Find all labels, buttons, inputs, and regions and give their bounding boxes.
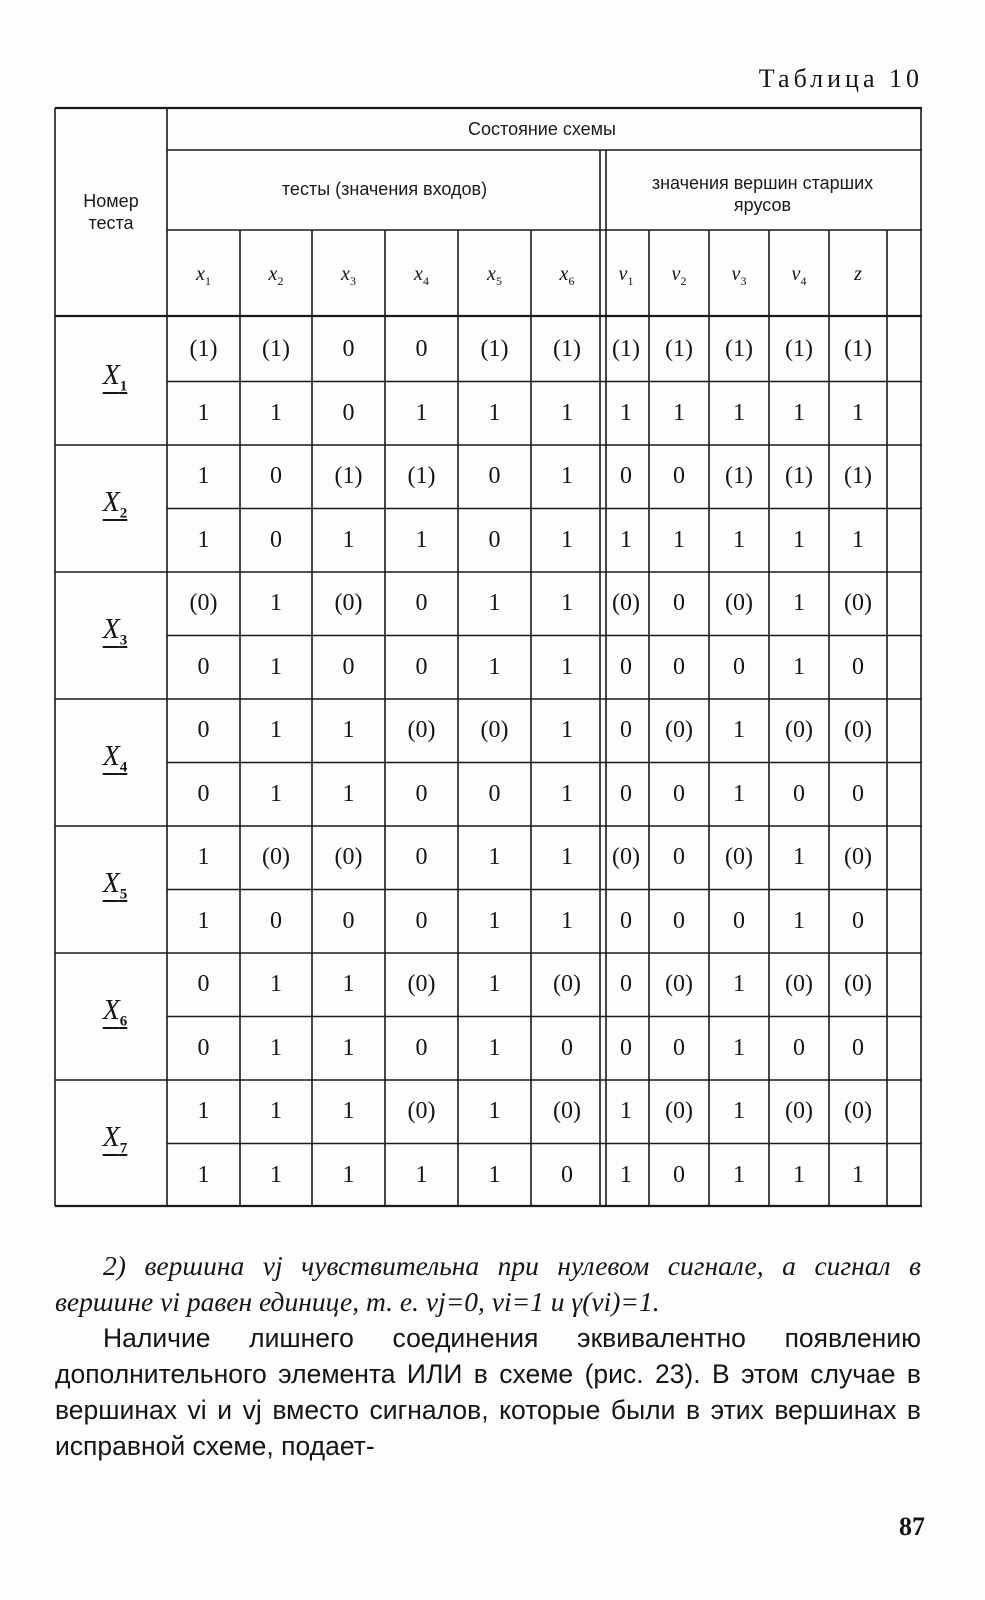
table-cell: 1 (342, 526, 355, 553)
table-cell: 1 (733, 717, 745, 743)
table-cell: 1 (342, 1034, 355, 1061)
table-cell: 1 (197, 1098, 210, 1124)
table-cell: 1 (733, 399, 745, 426)
column-header-x4: $x_4$ (414, 263, 429, 288)
table-cell: 1 (793, 590, 805, 616)
table-cell: 1 (852, 526, 864, 553)
table-cell: (0) (407, 971, 436, 997)
column-header-v4: $v_4$ (791, 263, 807, 288)
table-cell: 0 (342, 399, 355, 426)
table-cell: (0) (844, 1098, 872, 1124)
test-label: $X_3$ (102, 613, 128, 649)
column-header-x3: $x_3$ (341, 263, 356, 288)
table-cell: (1) (785, 336, 813, 362)
table-cell: (0) (725, 844, 753, 870)
table-cell: 1 (197, 1161, 210, 1188)
table-cell: 1 (561, 526, 573, 553)
table-cell: 1 (270, 1034, 282, 1061)
table-cell: 1 (342, 717, 355, 743)
table-cell: 0 (270, 526, 282, 553)
table-cell: 1 (733, 1161, 745, 1188)
table-cell: (1) (553, 336, 581, 362)
table-cell: 1 (561, 780, 573, 807)
test-label: $X_6$ (102, 994, 128, 1030)
table-cell: 0 (561, 1161, 573, 1188)
table-cell: 0 (488, 780, 501, 807)
table-cell: 0 (270, 463, 282, 489)
table-cell: 1 (733, 1098, 745, 1124)
table-cell: 1 (270, 590, 282, 616)
table-cell: 1 (620, 399, 632, 426)
table-cell: 1 (342, 1098, 355, 1124)
table-cell: (0) (844, 844, 872, 870)
table-cell: 0 (488, 526, 501, 553)
table-cell: (1) (612, 336, 640, 362)
table-cell: 0 (852, 653, 864, 680)
table-cell: 1 (852, 1161, 864, 1188)
table-cell: 0 (197, 1034, 210, 1061)
table-cell: (0) (480, 717, 509, 743)
column-header-v3: $v_3$ (731, 263, 747, 288)
table-cell: 0 (415, 844, 428, 870)
table-cell: 1 (488, 399, 501, 426)
table-cell: 0 (415, 590, 428, 616)
table-cell: (1) (480, 336, 509, 362)
table-cell: 1 (561, 844, 573, 870)
table-cell: (0) (844, 971, 872, 997)
paragraph-case-2: 2) вершина vj чувствительна при нулевом сигнале, а сигнал в вершине vi равен единице, т. е. vj=0, vi=1 и γ(vi)=1. (55, 1250, 921, 1317)
results-table (55, 108, 922, 1206)
table-cell: 1 (561, 590, 573, 616)
header-state: Состояние схемы (468, 119, 616, 139)
table-cell: 0 (673, 1034, 685, 1061)
table-cell: 0 (852, 1034, 864, 1061)
column-header-x1: $x_1$ (196, 263, 211, 288)
table-cell: 1 (197, 526, 210, 553)
test-label: $X_7$ (102, 1121, 128, 1157)
header-inputs-group: тесты (значения входов) (281, 179, 488, 199)
test-label: $X_2$ (102, 486, 128, 522)
table-cell: 0 (415, 336, 428, 362)
column-header-z: z (854, 263, 862, 285)
table-cell: 1 (197, 844, 210, 870)
table-cell: 0 (673, 780, 685, 807)
table-cell: 0 (620, 653, 632, 680)
table-cell: (0) (844, 717, 872, 743)
table-cell: 1 (270, 399, 282, 426)
table-cell: (0) (189, 590, 218, 616)
header-vertices-group: значения вершин старших ярусов (651, 173, 874, 215)
test-label: $X_4$ (102, 740, 128, 776)
table-cell: 0 (415, 653, 428, 680)
table-cell: (0) (612, 844, 640, 870)
table-cell: 0 (197, 717, 210, 743)
table-cell: 1 (620, 1098, 632, 1124)
table-cell: (0) (785, 971, 813, 997)
table-cell: 1 (197, 399, 210, 426)
table-cell: (0) (553, 971, 581, 997)
table-cell: 0 (197, 780, 210, 807)
table-cell: 1 (270, 653, 282, 680)
table-cell: 0 (673, 590, 685, 616)
table-cell: 0 (793, 780, 805, 807)
table-cell: 1 (620, 526, 632, 553)
table-cell: 0 (620, 1034, 632, 1061)
column-header-v2: $v_2$ (671, 263, 687, 288)
table-cell: 1 (342, 971, 355, 997)
table-cell: 1 (793, 526, 805, 553)
table-cell: 1 (270, 1098, 282, 1124)
table-cell: 1 (561, 653, 573, 680)
table-cell: 0 (620, 907, 632, 934)
table-cell: (0) (665, 971, 693, 997)
table-cell: (0) (407, 1098, 436, 1124)
test-label: $X_5$ (102, 867, 128, 903)
column-header-x6: $x_6$ (559, 263, 575, 288)
table-cell: 1 (415, 1161, 428, 1188)
table-cell: 0 (415, 907, 428, 934)
table-cell: (0) (553, 1098, 581, 1124)
table-cell: 0 (673, 653, 685, 680)
page-number: 87 (899, 1512, 925, 1541)
table-cell: 1 (488, 1161, 501, 1188)
table-cell: 0 (673, 844, 685, 870)
table-cell: (0) (785, 717, 813, 743)
table-cell: 1 (270, 971, 282, 997)
table-cell: 0 (197, 653, 210, 680)
table-cell: (1) (262, 336, 290, 362)
test-label: $X_1$ (102, 359, 128, 395)
table-cell: 1 (415, 399, 428, 426)
table-cell: (0) (725, 590, 753, 616)
table-cell: 0 (793, 1034, 805, 1061)
table-cell: (0) (612, 590, 640, 616)
table-cell: (0) (407, 717, 436, 743)
table-cell: 1 (561, 463, 573, 489)
table-cell: 0 (197, 971, 210, 997)
table-cell: (1) (407, 463, 436, 489)
table-cell: 0 (673, 907, 685, 934)
table-cell: 1 (270, 717, 282, 743)
table-cell: 0 (415, 780, 428, 807)
table-cell: 1 (620, 1161, 632, 1188)
table-cell: 1 (488, 1034, 501, 1061)
column-header-v1: $v_1$ (618, 263, 634, 288)
table-cell: 0 (852, 780, 864, 807)
table-cell: (0) (334, 844, 363, 870)
table-cell: 1 (561, 399, 573, 426)
header-test-number: Номер теста (83, 191, 139, 233)
table-cell: 1 (793, 907, 805, 934)
table-cell: 0 (270, 907, 282, 934)
table-cell: 0 (488, 463, 501, 489)
table-caption: Таблица 10 (758, 64, 923, 93)
table-cell: (0) (334, 590, 363, 616)
table-cell: (1) (334, 463, 363, 489)
table-cell: 1 (197, 463, 210, 489)
column-header-x2: $x_2$ (268, 263, 284, 288)
table-cell: (0) (785, 1098, 813, 1124)
table-cell: 0 (415, 1034, 428, 1061)
table-cell: 0 (673, 1161, 685, 1188)
table-cell: (1) (844, 336, 872, 362)
table-cell: 1 (793, 1161, 805, 1188)
table-cell: 1 (733, 1034, 745, 1061)
table-cell: 0 (620, 971, 632, 997)
table-cell: 1 (342, 1161, 355, 1188)
table-cell: 0 (852, 907, 864, 934)
table-cell: (0) (665, 1098, 693, 1124)
table-cell: 1 (488, 1098, 501, 1124)
table-cell: (1) (785, 463, 813, 489)
table-cell: 1 (415, 526, 428, 553)
table-cell: 1 (561, 907, 573, 934)
table-cell: 0 (620, 780, 632, 807)
table-cell: 1 (793, 399, 805, 426)
table-cell: 1 (793, 653, 805, 680)
table-cell: (1) (665, 336, 693, 362)
table-cell: (1) (725, 463, 753, 489)
table-cell: 1 (733, 526, 745, 553)
body-text (55, 1248, 921, 1464)
table-cell: 0 (673, 463, 685, 489)
table-cell: (1) (844, 463, 872, 489)
paragraph-extra-connection: Наличие лишнего соединения эквивалентно появлению дополнительного элемента ИЛИ в схеме (рис. 23). В этом случае в вершинах vi и vj вместо сигналов, которые были в этих вершинах в исправной схеме, подает- (55, 1323, 921, 1461)
table-cell: 0 (620, 717, 632, 743)
table-cell: 0 (733, 907, 745, 934)
table-cell: 0 (342, 653, 355, 680)
table-cell: 1 (488, 653, 501, 680)
table-cell: 1 (488, 590, 501, 616)
table-cell: 1 (733, 780, 745, 807)
table-cell: 1 (673, 526, 685, 553)
table-cell: (1) (725, 336, 753, 362)
table-cell: 1 (793, 844, 805, 870)
table-cell: 1 (488, 971, 501, 997)
table-cell: (0) (665, 717, 693, 743)
table-cell: 1 (197, 907, 210, 934)
table-cell: (0) (262, 844, 290, 870)
table-cell: 0 (733, 653, 745, 680)
table-cell: 1 (561, 717, 573, 743)
table-cell: 0 (342, 336, 355, 362)
table-cell: 1 (852, 399, 864, 426)
table-cell: 0 (342, 907, 355, 934)
table-cell: 1 (733, 971, 745, 997)
table-cell: (1) (189, 336, 218, 362)
table-cell: 1 (673, 399, 685, 426)
table-cell: 1 (342, 780, 355, 807)
column-header-x5: $x_5$ (487, 263, 502, 288)
table-cell: 0 (561, 1034, 573, 1061)
table-cell: 1 (488, 907, 501, 934)
table-cell: 1 (270, 1161, 282, 1188)
table-cell: 1 (488, 844, 501, 870)
table-cell: 1 (270, 780, 282, 807)
table-cell: 0 (620, 463, 632, 489)
table-cell: (0) (844, 590, 872, 616)
